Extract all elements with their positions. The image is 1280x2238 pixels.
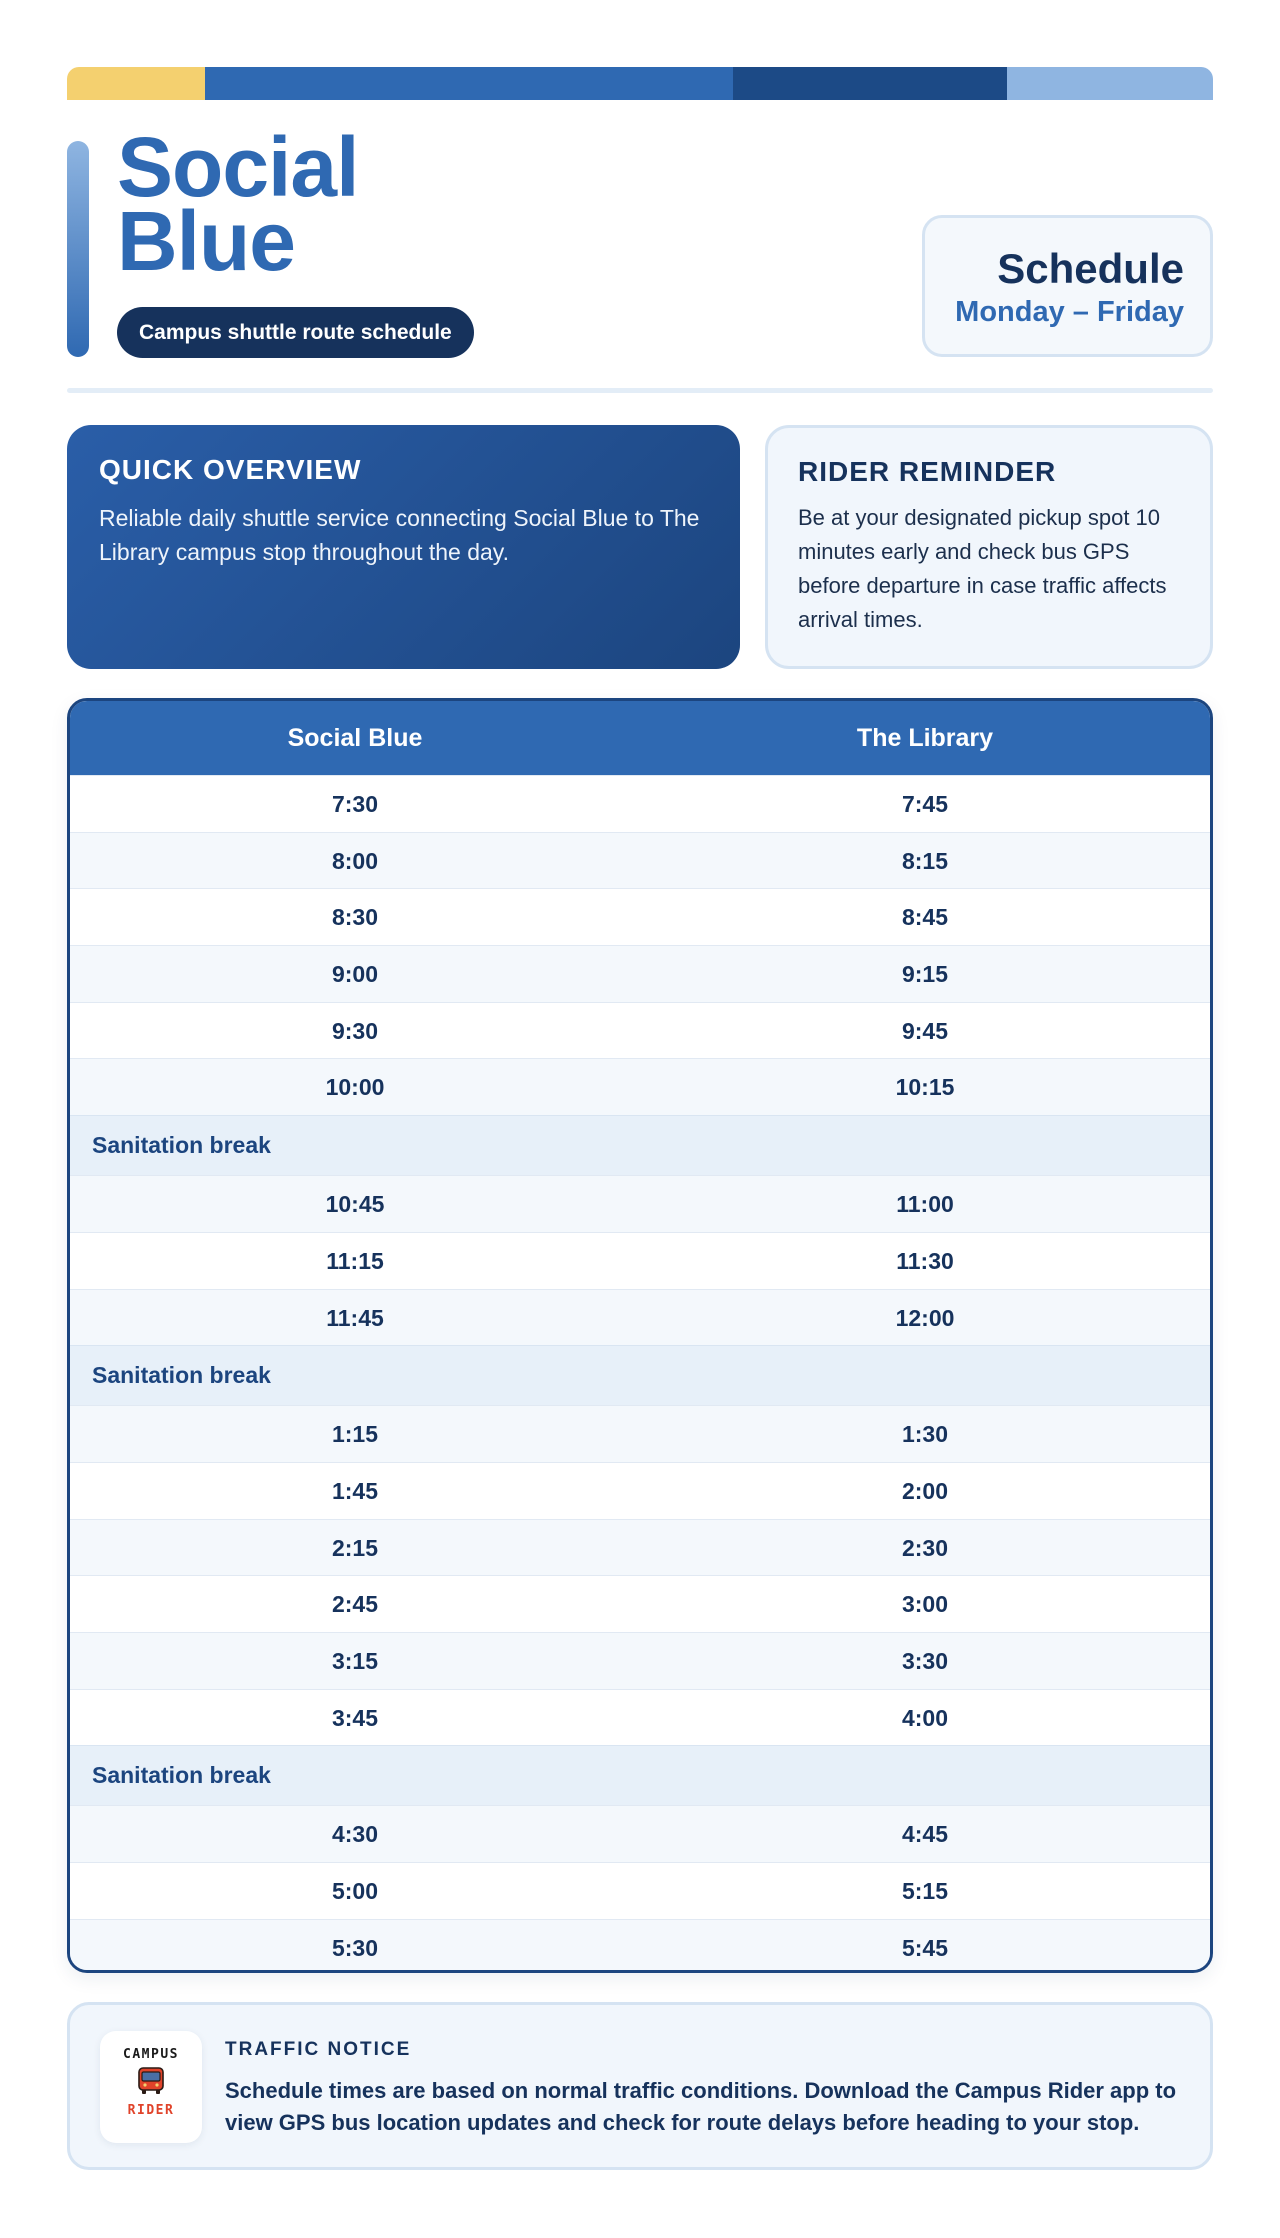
stripe-segment-blue: [205, 67, 733, 100]
social-blue-time: 9:00: [331, 961, 379, 988]
sanitation-break-row: Sanitation break: [70, 1345, 1210, 1405]
stripe-segment-navy: [733, 67, 1007, 100]
page-title: [117, 120, 359, 288]
table-row: [70, 1632, 1210, 1689]
table-row: [70, 1919, 1210, 1973]
table-row: [70, 1575, 1210, 1632]
table-row: [70, 945, 1210, 1002]
column-header-the-library: The Library: [856, 724, 994, 752]
page-title-line-2: Blue: [117, 194, 296, 288]
notice-body: Schedule times are based on normal traffic conditions. Download the Campus Rider app to view GPS bus location updates and check for route delays before heading to your stop.: [225, 2078, 1177, 2135]
table-row: [70, 775, 1210, 832]
table-row: [70, 1002, 1210, 1059]
the-library-time: 5:15: [901, 1878, 949, 1904]
traffic-notice-card: [67, 2002, 1213, 2170]
stripe-segment-light-blue: [1007, 67, 1213, 100]
reminder-body: Be at your designated pickup spot 10 minutes early and check bus GPS before departure in case traffic affects arrival times.: [798, 505, 1167, 632]
rider-reminder-card: [765, 425, 1213, 669]
bus-icon: [135, 2066, 167, 2096]
logo-text-top: CAMPUS: [123, 2047, 179, 2062]
schedule-days: Monday – Friday: [955, 296, 1184, 328]
timetable-body: [70, 775, 1210, 1973]
social-blue-time: 11:15: [326, 1247, 384, 1274]
stripe-segment-yellow: [67, 67, 205, 100]
the-library-time: 9:45: [901, 1017, 949, 1044]
social-blue-time: 2:45: [331, 1591, 379, 1618]
logo-text-bottom: RIDER: [127, 2103, 175, 2118]
sanitation-break-row: Sanitation break: [70, 1745, 1210, 1805]
table-row: [70, 1232, 1210, 1289]
social-blue-time: 10:45: [325, 1191, 385, 1218]
the-library-time: 10:15: [895, 1074, 955, 1101]
social-blue-time: 9:30: [331, 1017, 379, 1044]
the-library-time: 12:00: [895, 1304, 955, 1331]
sanitation-break-row: Sanitation break: [70, 1115, 1210, 1175]
the-library-time: 11:00: [896, 1191, 954, 1218]
social-blue-time: 11:45: [326, 1304, 384, 1331]
social-blue-time: 5:30: [331, 1934, 379, 1961]
table-row: [70, 1689, 1210, 1746]
table-row: [70, 1862, 1210, 1919]
social-blue-time: 3:15: [331, 1647, 379, 1674]
table-row: [70, 1175, 1210, 1232]
the-library-time: 9:15: [901, 961, 949, 988]
social-blue-time: 10:00: [325, 1074, 385, 1101]
timetable: [67, 698, 1213, 1973]
social-blue-time: 8:30: [331, 904, 379, 931]
table-row: [70, 888, 1210, 945]
table-row: [70, 1058, 1210, 1115]
the-library-time: 4:45: [901, 1821, 949, 1848]
reminder-heading: RIDER REMINDER: [798, 456, 1057, 487]
page-title-line-1: Social: [117, 120, 359, 214]
quick-overview-card: [67, 425, 740, 669]
social-blue-time: 8:00: [331, 847, 379, 874]
social-blue-time: 7:30: [331, 791, 379, 817]
the-library-time: 2:30: [901, 1534, 949, 1561]
the-library-time: 7:45: [901, 791, 949, 817]
header-divider: [67, 388, 1213, 393]
the-library-time: 3:00: [901, 1591, 949, 1618]
the-library-time: 5:45: [901, 1934, 949, 1961]
the-library-time: 4:00: [901, 1704, 949, 1731]
table-row: [70, 1805, 1210, 1862]
color-stripe: [67, 67, 1213, 100]
the-library-time: 11:30: [896, 1247, 954, 1274]
social-blue-time: 4:30: [331, 1821, 379, 1848]
the-library-time: 2:00: [901, 1477, 949, 1504]
schedule-heading: Schedule: [997, 245, 1184, 292]
timetable-header: [70, 701, 1210, 775]
campus-rider-logo: [100, 2031, 202, 2143]
the-library-time: 8:45: [901, 904, 949, 931]
social-blue-time: 1:45: [331, 1477, 379, 1504]
overview-body: Reliable daily shuttle service connecting Social Blue to The Library campus stop throughout the day.: [99, 505, 700, 565]
table-row: [70, 832, 1210, 889]
social-blue-time: 3:45: [331, 1704, 379, 1731]
social-blue-time: 1:15: [331, 1421, 379, 1448]
the-library-time: 3:30: [901, 1647, 949, 1674]
social-blue-time: 5:00: [331, 1878, 379, 1904]
schedule-days-card: [922, 215, 1213, 357]
table-row: [70, 1289, 1210, 1346]
notice-label: TRAFFIC NOTICE: [225, 2039, 412, 2060]
title-accent-bar: [67, 141, 89, 357]
column-header-social-blue: Social Blue: [287, 724, 423, 752]
overview-heading: QUICK OVERVIEW: [99, 454, 362, 485]
table-row: [70, 1462, 1210, 1519]
subtitle-badge: Campus shuttle route schedule: [117, 307, 474, 358]
table-row: [70, 1519, 1210, 1576]
social-blue-time: 2:15: [331, 1534, 379, 1561]
table-row: [70, 1405, 1210, 1462]
the-library-time: 1:30: [901, 1421, 949, 1448]
the-library-time: 8:15: [901, 847, 949, 874]
